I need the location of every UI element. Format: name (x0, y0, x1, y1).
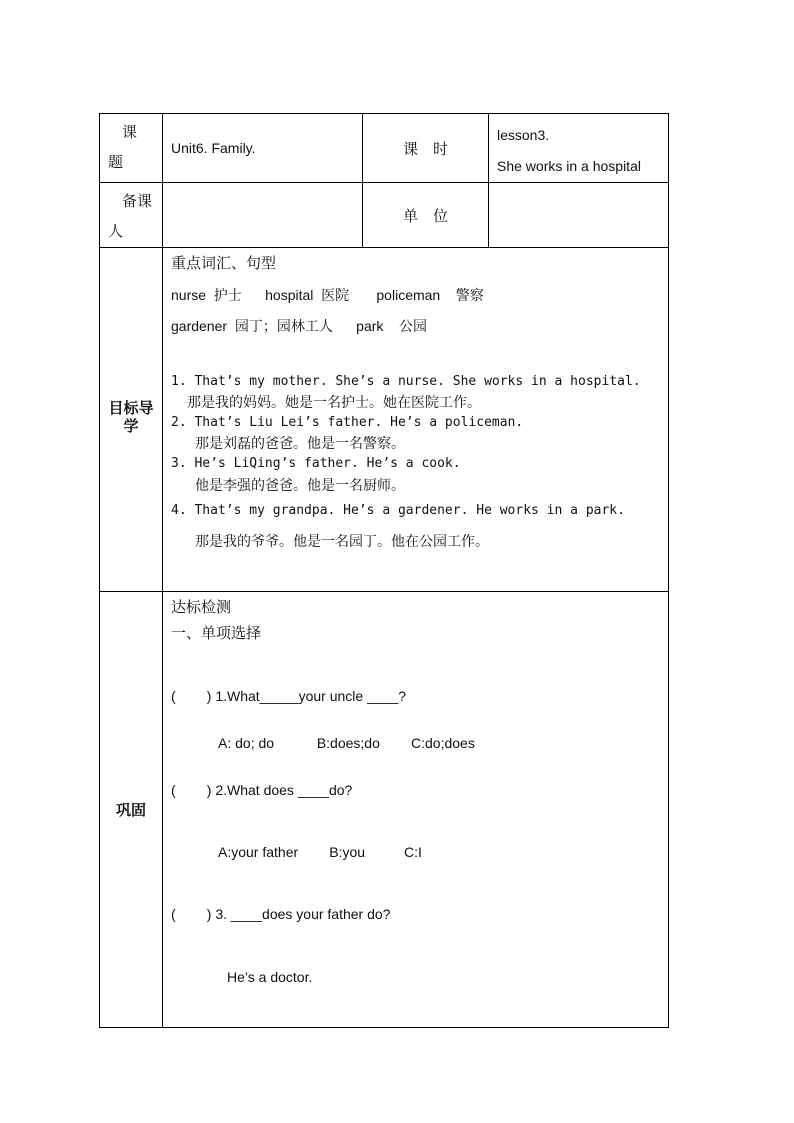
period-label: 课 时 (402, 140, 448, 158)
goals-heading: 重点词汇、句型 (171, 255, 277, 272)
question-3-answer: He’s a doctor. (227, 969, 313, 985)
question-1-options: A: do; do B:does;do C:do;does (218, 735, 475, 751)
preparer-value-cell (163, 183, 363, 248)
practice-subheading: 一、单项选择 (171, 625, 262, 642)
practice-heading: 达标检测 (171, 599, 232, 616)
preparer-label-cell (100, 183, 163, 248)
sentence-zh: 那是我的爷爷。他是一名园丁。他在公园工作。 (195, 533, 489, 549)
question-2-options: A:your father B:you C:I (218, 844, 422, 860)
question-2: ( ) 2.What does ____do? (171, 782, 353, 798)
preparer-label-line-2: 人 (108, 223, 124, 240)
practice-row (100, 592, 669, 1028)
practice-content-cell (163, 592, 669, 1028)
sentence-item (171, 501, 668, 551)
sentence-item (171, 412, 668, 453)
unit-value-cell (489, 183, 669, 248)
vocab-line-2: gardener 园丁；园林工人 park 公园 (171, 318, 427, 334)
sentence-en: 1. That’s my mother. She’s a nurse. She works in a hospital. (171, 374, 641, 389)
sentence-en: 2. That’s Liu Lei’s father. He’s a policeman. (171, 415, 524, 430)
period-label-cell (363, 114, 489, 183)
preparer-label-line-1: 备课 (122, 193, 153, 210)
period-value-line-1: lesson3. (497, 127, 550, 143)
period-value-cell (489, 114, 669, 183)
period-value-line-2: She works in a hospital (497, 158, 641, 174)
topic-label-line-1: 课 (122, 124, 138, 141)
practice-label: 巩固 (115, 802, 146, 819)
unit-label-cell (363, 183, 489, 248)
sentence-en: 4. That’s my grandpa. He’s a gardener. He works in a park. (171, 503, 625, 518)
goals-label-cell (100, 248, 163, 592)
question-1: ( ) 1.What_____your uncle ____? (171, 688, 407, 704)
topic-value-cell (163, 114, 363, 183)
header-row-preparer (100, 183, 669, 248)
lesson-plan-table (99, 113, 669, 1028)
topic-value: Unit6. Family. (171, 140, 256, 156)
goals-label-line-1: 目标导 (108, 399, 154, 417)
sentence-zh: 那是我的妈妈。她是一名护士。她在医院工作。 (187, 394, 481, 410)
sentence-zh: 那是刘磊的爸爸。他是一名警察。 (195, 435, 405, 451)
goals-row (100, 248, 669, 592)
sentence-list (171, 372, 668, 551)
unit-label: 单 位 (402, 207, 448, 225)
question-3: ( ) 3. ____does your father do? (171, 906, 391, 922)
topic-label-line-2: 题 (108, 154, 124, 171)
topic-label-cell (100, 114, 163, 183)
header-row-topic (100, 114, 669, 183)
goals-label-line-2: 学 (123, 417, 139, 435)
sentence-item (171, 372, 668, 412)
sentence-en: 3. He’s LiQing’s father. He’s a cook. (171, 456, 461, 471)
sentence-item (171, 453, 668, 495)
vocab-line-1: nurse 护士 hospital 医院 policeman 警察 (171, 287, 484, 303)
sentence-zh: 他是李强的爸爸。他是一名厨师。 (195, 477, 405, 493)
goals-content-cell (163, 248, 669, 592)
practice-label-cell (100, 592, 163, 1028)
